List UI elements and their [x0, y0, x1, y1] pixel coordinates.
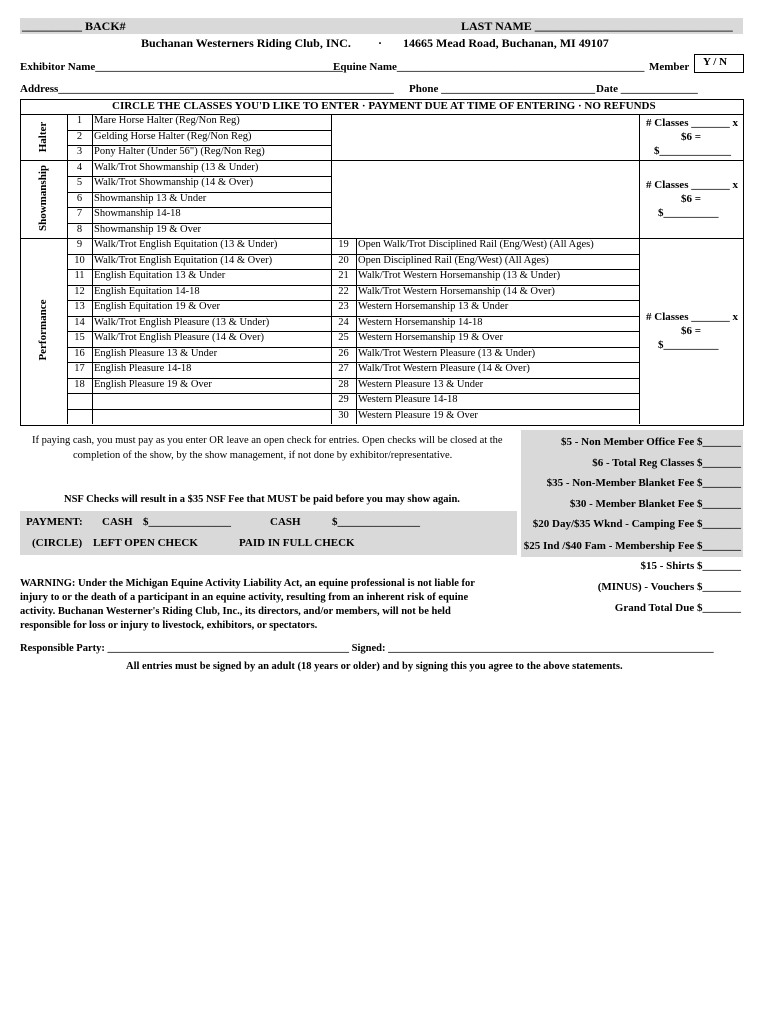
class-name[interactable]: Gelding Horse Halter (Reg/Non Reg)	[94, 130, 252, 142]
class-name[interactable]: Showmanship 14-18	[94, 208, 181, 219]
class-number[interactable]: 30	[338, 409, 349, 421]
class-name[interactable]: English Equitation 19 & Over	[94, 301, 220, 312]
row-divider	[67, 409, 332, 410]
class-name[interactable]: Walk/Trot English Equitation (13 & Under)	[94, 239, 278, 250]
cash-amount-2[interactable]: $_______________	[332, 516, 420, 528]
halter-total[interactable]: $_____________	[654, 145, 731, 157]
class-name[interactable]: Walk/Trot English Equitation (14 & Over)	[94, 254, 273, 266]
fee-line[interactable]: $35 - Non-Member Blanket Fee $_______	[546, 477, 741, 489]
adult-signature-note: All entries must be signed by an adult (18 years or older) and by signing this you agree to the above statements.	[126, 661, 623, 672]
cash-label-2: CASH	[270, 516, 301, 528]
class-number[interactable]: 20	[338, 254, 349, 266]
class-name[interactable]: Western Horsemanship 13 & Under	[358, 301, 509, 312]
table-banner: CIRCLE THE CLASSES YOU'D LIKE TO ENTER · PAYMENT DUE AT TIME OF ENTERING · NO REFUNDS	[112, 100, 656, 112]
nsf-note: NSF Checks will result in a $35 NSF Fee that MUST be paid before you may show again.	[64, 494, 460, 505]
class-name[interactable]: Open Disciplined Rail (Eng/West) (All Ages)	[358, 254, 549, 266]
class-number[interactable]: 13	[74, 301, 85, 312]
class-number[interactable]: 26	[338, 347, 349, 359]
halter-classes-count[interactable]: # Classes _______ x	[646, 117, 738, 129]
warning-line2: injury to or the death of a participant in an equine activity, resulting from an inherent risk of equine	[20, 592, 469, 603]
showmanship-total[interactable]: $__________	[658, 207, 719, 219]
section-showmanship: Showmanship	[37, 164, 49, 232]
class-name[interactable]: Walk/Trot Western Horsemanship (14 & Over)	[358, 285, 555, 297]
fee-line[interactable]: (MINUS) - Vouchers $_______	[597, 581, 741, 593]
member-yn: Y / N	[703, 56, 728, 68]
class-name[interactable]: Showmanship 13 & Under	[94, 192, 207, 204]
responsible-party-signature[interactable]: Responsible Party: ______________________________________________ Signed: ______________________________________________________________	[20, 643, 714, 654]
class-name[interactable]: Mare Horse Halter (Reg/Non Reg)	[94, 115, 240, 126]
performance-fee: $6 =	[681, 325, 702, 337]
showmanship-classes-count[interactable]: # Classes _______ x	[646, 179, 738, 191]
class-number[interactable]: 6	[76, 192, 83, 204]
equine-name-field[interactable]: Equine Name_____________________________________________	[333, 61, 645, 73]
class-number[interactable]: 27	[338, 363, 349, 374]
class-name[interactable]: Western Horsemanship 14-18	[358, 316, 483, 328]
class-number[interactable]: 22	[338, 285, 349, 297]
class-name[interactable]: Walk/Trot Western Pleasure (13 & Under)	[358, 347, 536, 359]
class-number[interactable]: 15	[74, 332, 85, 343]
class-name[interactable]: Western Horsemanship 19 & Over	[358, 332, 503, 343]
circle-label: (CIRCLE)	[32, 537, 83, 549]
class-number[interactable]: 24	[338, 316, 349, 328]
fee-line[interactable]: $30 - Member Blanket Fee $_______	[569, 498, 741, 510]
date-field[interactable]: Date ______________	[596, 83, 698, 95]
cash-note-line1: If paying cash, you must pay as you enter OR leave an open check for entries. Open checks will be closed at the	[32, 435, 503, 446]
class-name[interactable]: Open Walk/Trot Disciplined Rail (Eng/West) (All Ages)	[358, 239, 594, 250]
separator-dot: ·	[378, 36, 383, 50]
fee-line[interactable]: $6 - Total Reg Classes $_______	[592, 457, 741, 469]
fee-line[interactable]: $5 - Non Member Office Fee $_______	[560, 436, 741, 448]
section-halter: Halter	[37, 121, 49, 153]
class-name[interactable]: Walk/Trot Showmanship (14 & Over)	[94, 177, 254, 188]
fees-shaded-area	[521, 430, 743, 557]
section-performance: Performance	[37, 299, 49, 361]
class-number[interactable]: 4	[76, 161, 83, 173]
cash-amount-1[interactable]: $_______________	[143, 516, 231, 528]
class-number[interactable]: 21	[338, 270, 349, 281]
member-yn-box[interactable]	[694, 54, 744, 73]
warning-line1: WARNING: Under the Michigan Equine Activity Liability Act, an equine professional is not liable for	[20, 578, 475, 589]
paid-in-full-check-option[interactable]: PAID IN FULL CHECK	[239, 537, 355, 549]
cash-note-line2: completion of the show, by the show management, if not done by exhibitor/representative.	[73, 450, 453, 461]
fee-line[interactable]: $25 Ind /$40 Fam - Membership Fee $_______	[523, 540, 741, 552]
payment-label: PAYMENT:	[26, 516, 83, 528]
class-name[interactable]: English Pleasure 14-18	[94, 363, 192, 374]
club-address: 14665 Mead Road, Buchanan, MI 49107	[403, 36, 609, 50]
class-name[interactable]: Walk/Trot Western Horsemanship (13 & Under)	[358, 270, 561, 281]
class-number[interactable]: 29	[338, 394, 349, 405]
class-number[interactable]: 14	[74, 316, 85, 328]
class-number[interactable]: 9	[76, 239, 83, 250]
class-number[interactable]: 23	[338, 301, 349, 312]
class-number[interactable]: 2	[76, 130, 83, 142]
exhibitor-name-field[interactable]: Exhibitor Name_____________________________________________	[20, 61, 343, 73]
class-name[interactable]: Walk/Trot Western Pleasure (14 & Over)	[358, 363, 530, 374]
class-number[interactable]: 3	[76, 146, 83, 157]
class-name[interactable]: Western Pleasure 14-18	[358, 394, 458, 405]
class-name[interactable]: English Equitation 14-18	[94, 285, 200, 297]
class-number[interactable]: 16	[74, 347, 85, 359]
member-label: Member	[649, 61, 690, 73]
class-name[interactable]: English Pleasure 13 & Under	[94, 347, 218, 359]
performance-classes-count[interactable]: # Classes _______ x	[646, 311, 738, 323]
class-name[interactable]: Walk/Trot English Pleasure (13 & Under)	[94, 316, 270, 328]
class-name[interactable]: Walk/Trot Showmanship (13 & Under)	[94, 161, 259, 173]
fee-line[interactable]: Grand Total Due $_______	[614, 602, 741, 614]
class-name[interactable]: Pony Halter (Under 56") (Reg/Non Reg)	[94, 146, 265, 157]
halter-fee: $6 =	[681, 131, 702, 143]
fee-line[interactable]: $20 Day/$35 Wknd - Camping Fee $_______	[532, 518, 741, 530]
class-number[interactable]: 11	[74, 270, 85, 281]
performance-total[interactable]: $__________	[658, 339, 719, 351]
class-number[interactable]: 10	[74, 254, 85, 266]
showmanship-fee: $6 =	[681, 193, 702, 205]
class-name[interactable]: Showmanship 19 & Over	[94, 223, 202, 235]
class-number[interactable]: 25	[338, 332, 349, 343]
class-number[interactable]: 7	[76, 208, 83, 219]
class-number[interactable]: 12	[74, 285, 85, 297]
class-name[interactable]: Western Pleasure 19 & Over	[358, 409, 478, 421]
class-name[interactable]: Western Pleasure 13 & Under	[358, 378, 484, 390]
class-number[interactable]: 8	[76, 223, 83, 235]
class-name[interactable]: English Equitation 13 & Under	[94, 270, 226, 281]
class-name[interactable]: English Pleasure 19 & Over	[94, 378, 212, 390]
left-open-check-option[interactable]: LEFT OPEN CHECK	[93, 537, 198, 549]
class-number[interactable]: 5	[76, 177, 83, 188]
warning-line3: activity. Buchanan Westerner's Riding Club, Inc., its directors, and/or members, will not be held	[20, 606, 451, 617]
fee-line[interactable]: $15 - Shirts $_______	[640, 560, 741, 572]
class-number[interactable]: 28	[338, 378, 349, 390]
back-number-field[interactable]: __________ BACK#	[22, 19, 126, 33]
phone-field[interactable]: Phone ____________________________	[409, 83, 596, 95]
class-name[interactable]: Walk/Trot English Pleasure (14 & Over)	[94, 332, 264, 343]
cash-label-1: CASH	[102, 516, 133, 528]
row-divider	[67, 393, 332, 394]
class-number[interactable]: 19	[338, 239, 349, 250]
class-number[interactable]: 1	[76, 115, 83, 126]
address-field[interactable]: Address_____________________________________________________________	[20, 83, 394, 95]
class-number[interactable]: 18	[74, 378, 85, 390]
warning-line4: responsible for loss or injury to livestock, exhibitors, or spectators.	[20, 620, 318, 631]
class-number[interactable]: 17	[74, 363, 85, 374]
last-name-field[interactable]: LAST NAME _________________________________	[461, 19, 733, 33]
club-name: Buchanan Westerners Riding Club, INC.	[141, 36, 351, 50]
